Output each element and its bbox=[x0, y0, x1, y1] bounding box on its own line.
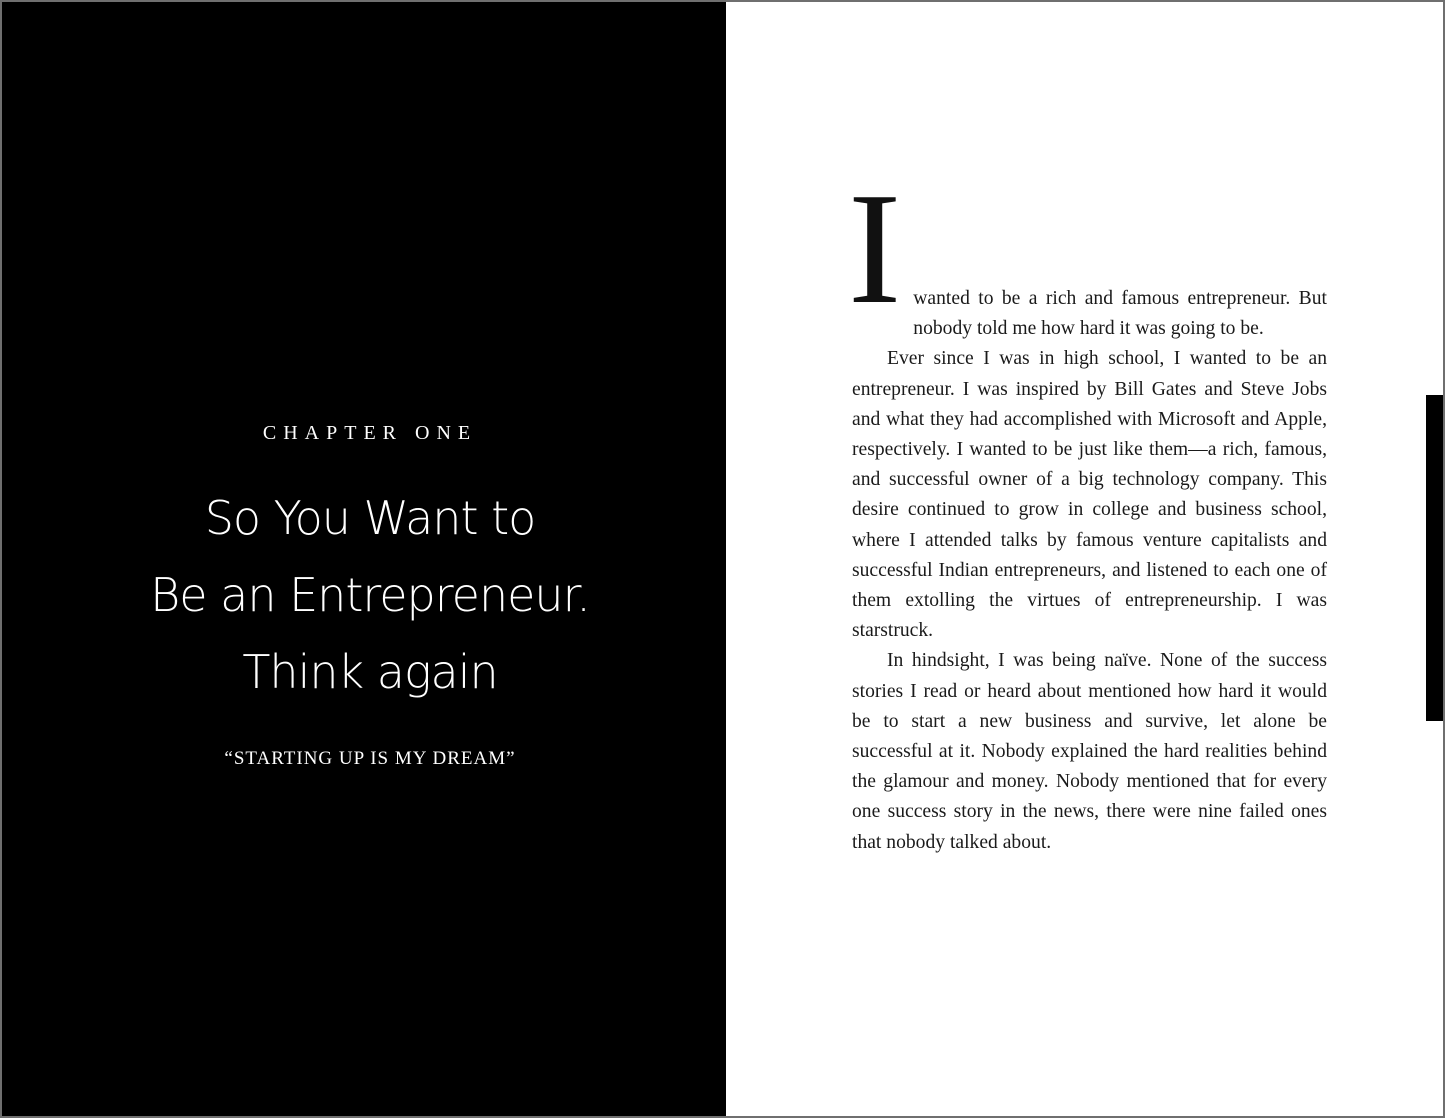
chapter-opener-page bbox=[2, 2, 726, 1116]
paragraph-2: Ever since I was in high school, I wanted to be an entrepreneur. I was inspired by Bill Gates and Steve Jobs and what they had accomplished with Microsoft and Apple, respectively. I wanted to be just like them—a rich, famous, and successful owner of a big technology company. This desire continued to grow in college and business school, where I attended talks by famous venture capitalists and successful Indian entrepreneurs, and listened to each one of them extolling the virtues of entrepreneurship. I was starstruck. bbox=[852, 348, 1327, 642]
paragraph-3: In hindsight, I was being naïve. None of the success stories I read or heard about mentioned how hard it would be to start a new business and survive, let alone be successful at it. Nobody explained the hard realities behind the glamour and money. Nobody mentioned that for every one success story in the news, there were nine failed ones that nobody talked about. bbox=[852, 650, 1327, 853]
chapter-subtitle: “STARTING UP IS MY DREAM” bbox=[224, 748, 516, 769]
drop-cap-spacer bbox=[852, 180, 1327, 284]
drop-cap: I bbox=[848, 159, 902, 337]
chapter-title-line-1: So You Want to bbox=[204, 491, 536, 545]
paragraph-1: wanted to be a rich and famous entrepreneur. But nobody told me how hard it was going to be. bbox=[913, 288, 1327, 340]
chapter-title-line-2: Be an Entrepreneur. bbox=[150, 568, 590, 622]
chapter-label: CHAPTER ONE bbox=[262, 422, 478, 444]
chapter-title-line-3: Think again bbox=[242, 645, 498, 699]
text-page bbox=[726, 2, 1443, 1116]
body-text bbox=[848, 159, 1327, 858]
chapter-title bbox=[2, 480, 738, 711]
chapter-thumb-tab bbox=[1426, 395, 1443, 721]
